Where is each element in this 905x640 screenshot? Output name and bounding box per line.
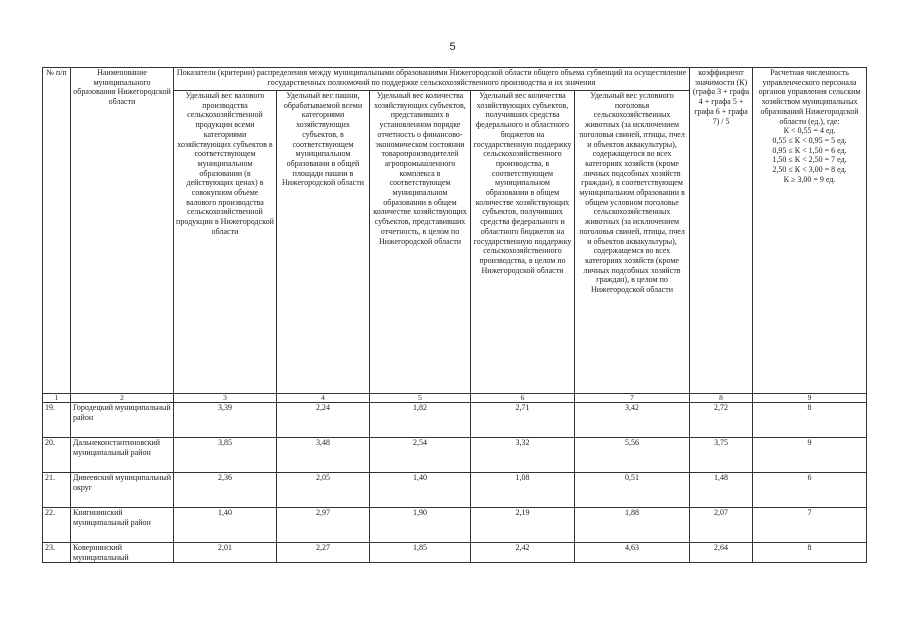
staff-range: К ≥ 3,00 = 9 ед. [783, 174, 836, 184]
page-number: 5 [449, 41, 456, 53]
header-coefficient: коэффициент значимости (К) (графа 3 + графа 4 + графа 5 + графа 6 + графа 7) / 5 [690, 68, 753, 394]
row-value-col7: 3,42 [575, 403, 690, 438]
row-value-col3: 2,01 [174, 543, 277, 563]
row-num: 20. [43, 438, 71, 473]
table-row [43, 473, 867, 508]
header-num: № п/п [43, 68, 71, 394]
row-staff: 8 [753, 403, 867, 438]
row-value-col3: 1,40 [174, 508, 277, 543]
subheader-col5: Удельный вес количества хозяйствующих субъектов, представивших в установленном порядке отчетность о финансово-экономическом состоянии товаропроизводителей агропромышленного комплекса в соответствующем муниципальном образовании в общем количестве хозяйствующих субъектов, представивших отчетность, в целом по Нижегородской области [370, 91, 471, 394]
row-num: 22. [43, 508, 71, 543]
header-indicators: Показатели (критерии) распределения между муниципальными образованиями Нижегородской области общего объема субвенций на осуществление государственных полномочий по поддержке сельскохозяйственного производства и их значения [174, 68, 690, 91]
staff-range: 0,55 ≤ К < 0,95 = 5 ед. [772, 135, 847, 145]
row-value-col6: 2,71 [471, 403, 575, 438]
header-row [43, 68, 867, 91]
table-row [43, 543, 867, 563]
subheader-col3: Удельный вес валового производства сельскохозяйственной продукции всеми категориями хозяйствующих субъектов в соответствующем муниципальном образовании (в действующих ценах) в совокупном объеме валового производства сельскохозяйственной продукции в Нижегородской области [174, 91, 277, 394]
table-row [43, 438, 867, 473]
row-coefficient: 3,75 [690, 438, 753, 473]
row-value-col4: 2,05 [277, 473, 370, 508]
row-value-col4: 2,24 [277, 403, 370, 438]
column-number: 6 [471, 394, 575, 403]
header-municipality: Наименование муниципального образования Нижегородской области [71, 68, 174, 394]
column-number-row [43, 394, 867, 403]
column-number: 8 [690, 394, 753, 403]
row-num: 21. [43, 473, 71, 508]
column-number: 2 [71, 394, 174, 403]
staff-range: 2,50 ≤ К < 3,00 = 8 ед. [772, 165, 847, 175]
column-number: 7 [575, 394, 690, 403]
row-coefficient: 1,48 [690, 473, 753, 508]
column-number: 1 [43, 394, 71, 403]
row-value-col6: 2,42 [471, 543, 575, 563]
row-staff: 7 [753, 508, 867, 543]
row-value-col4: 2,27 [277, 543, 370, 563]
row-value-col7: 1,88 [575, 508, 690, 543]
staff-range: 1,50 ≤ К < 2,50 = 7 ед. [772, 155, 847, 165]
row-value-col3: 3,39 [174, 403, 277, 438]
row-staff: 9 [753, 438, 867, 473]
row-value-col7: 0,51 [575, 473, 690, 508]
row-value-col4: 3,48 [277, 438, 370, 473]
row-value-col6: 3,32 [471, 438, 575, 473]
subheader-col6: Удельный вес количества хозяйствующих субъектов, получивших средства федерального и областного бюджетов на государственную поддержку сельскохозяйственного производства, в соответствующем муниципальном образовании в общем количестве хозяйствующих субъектов, получивших средства федерального и областного бюджетов на государственную поддержку сельскохозяйственного производства, в целом по Нижегородской области [471, 91, 575, 394]
row-value-col7: 4,63 [575, 543, 690, 563]
row-value-col5: 2,54 [370, 438, 471, 473]
row-municipality: Дивеевский муниципальный округ [71, 473, 174, 508]
row-value-col6: 2,19 [471, 508, 575, 543]
row-value-col6: 1,08 [471, 473, 575, 508]
staff-range: 0,95 ≤ К < 1,50 = 6 ед. [772, 145, 847, 155]
row-municipality: Княгининский муниципальный район [71, 508, 174, 543]
row-value-col5: 1,40 [370, 473, 471, 508]
column-number: 3 [174, 394, 277, 403]
row-value-col4: 2,97 [277, 508, 370, 543]
row-municipality: Городецкий муниципальный район [71, 403, 174, 438]
column-number: 4 [277, 394, 370, 403]
table-row [43, 508, 867, 543]
row-coefficient: 2,64 [690, 543, 753, 563]
row-num: 19. [43, 403, 71, 438]
header-staff-title: Расчетная численность управленческого персонала органов управления сельским хозяйством муниципальных образований Нижегородской области (ед.), где: [758, 68, 861, 126]
row-municipality: Ковернинский муниципальный [71, 543, 174, 563]
staff-range: К < 0,55 = 4 ед. [783, 126, 836, 136]
row-value-col5: 1,90 [370, 508, 471, 543]
subheader-col4: Удельный вес пашни, обрабатываемой всеми категориями хозяйствующих субъектов, в соответствующем муниципальном образовании в общей площади пашни в Нижегородской области [277, 91, 370, 394]
header-staff [753, 68, 867, 394]
row-value-col5: 1,85 [370, 543, 471, 563]
row-value-col3: 2,36 [174, 473, 277, 508]
row-value-col7: 5,56 [575, 438, 690, 473]
row-municipality: Дальнеконстантиновский муниципальный район [71, 438, 174, 473]
row-coefficient: 2,07 [690, 508, 753, 543]
table-row [43, 403, 867, 438]
row-coefficient: 2,72 [690, 403, 753, 438]
row-value-col5: 1,82 [370, 403, 471, 438]
subheader-col7: Удельный вес условного поголовья сельскохозяйственных животных (за исключением поголовья свиней, птицы, пчел и объектов аквакультуры), содержащегося во всех категориях хозяйств (кроме личных подсобных хозяйств граждан), в соответствующем муниципальном образовании в общем условном поголовье сельскохозяйственных животных (за исключением поголовья свиней, птицы, пчел и объектов аквакультуры), содержащемся во всех категориях хозяйств (кроме личных подсобных хозяйств граждан), в целом по Нижегородской области [575, 91, 690, 394]
subsidy-distribution-table [42, 67, 867, 563]
column-number: 9 [753, 394, 867, 403]
row-staff: 6 [753, 473, 867, 508]
row-num: 23. [43, 543, 71, 563]
row-staff: 8 [753, 543, 867, 563]
column-number: 5 [370, 394, 471, 403]
row-value-col3: 3,85 [174, 438, 277, 473]
